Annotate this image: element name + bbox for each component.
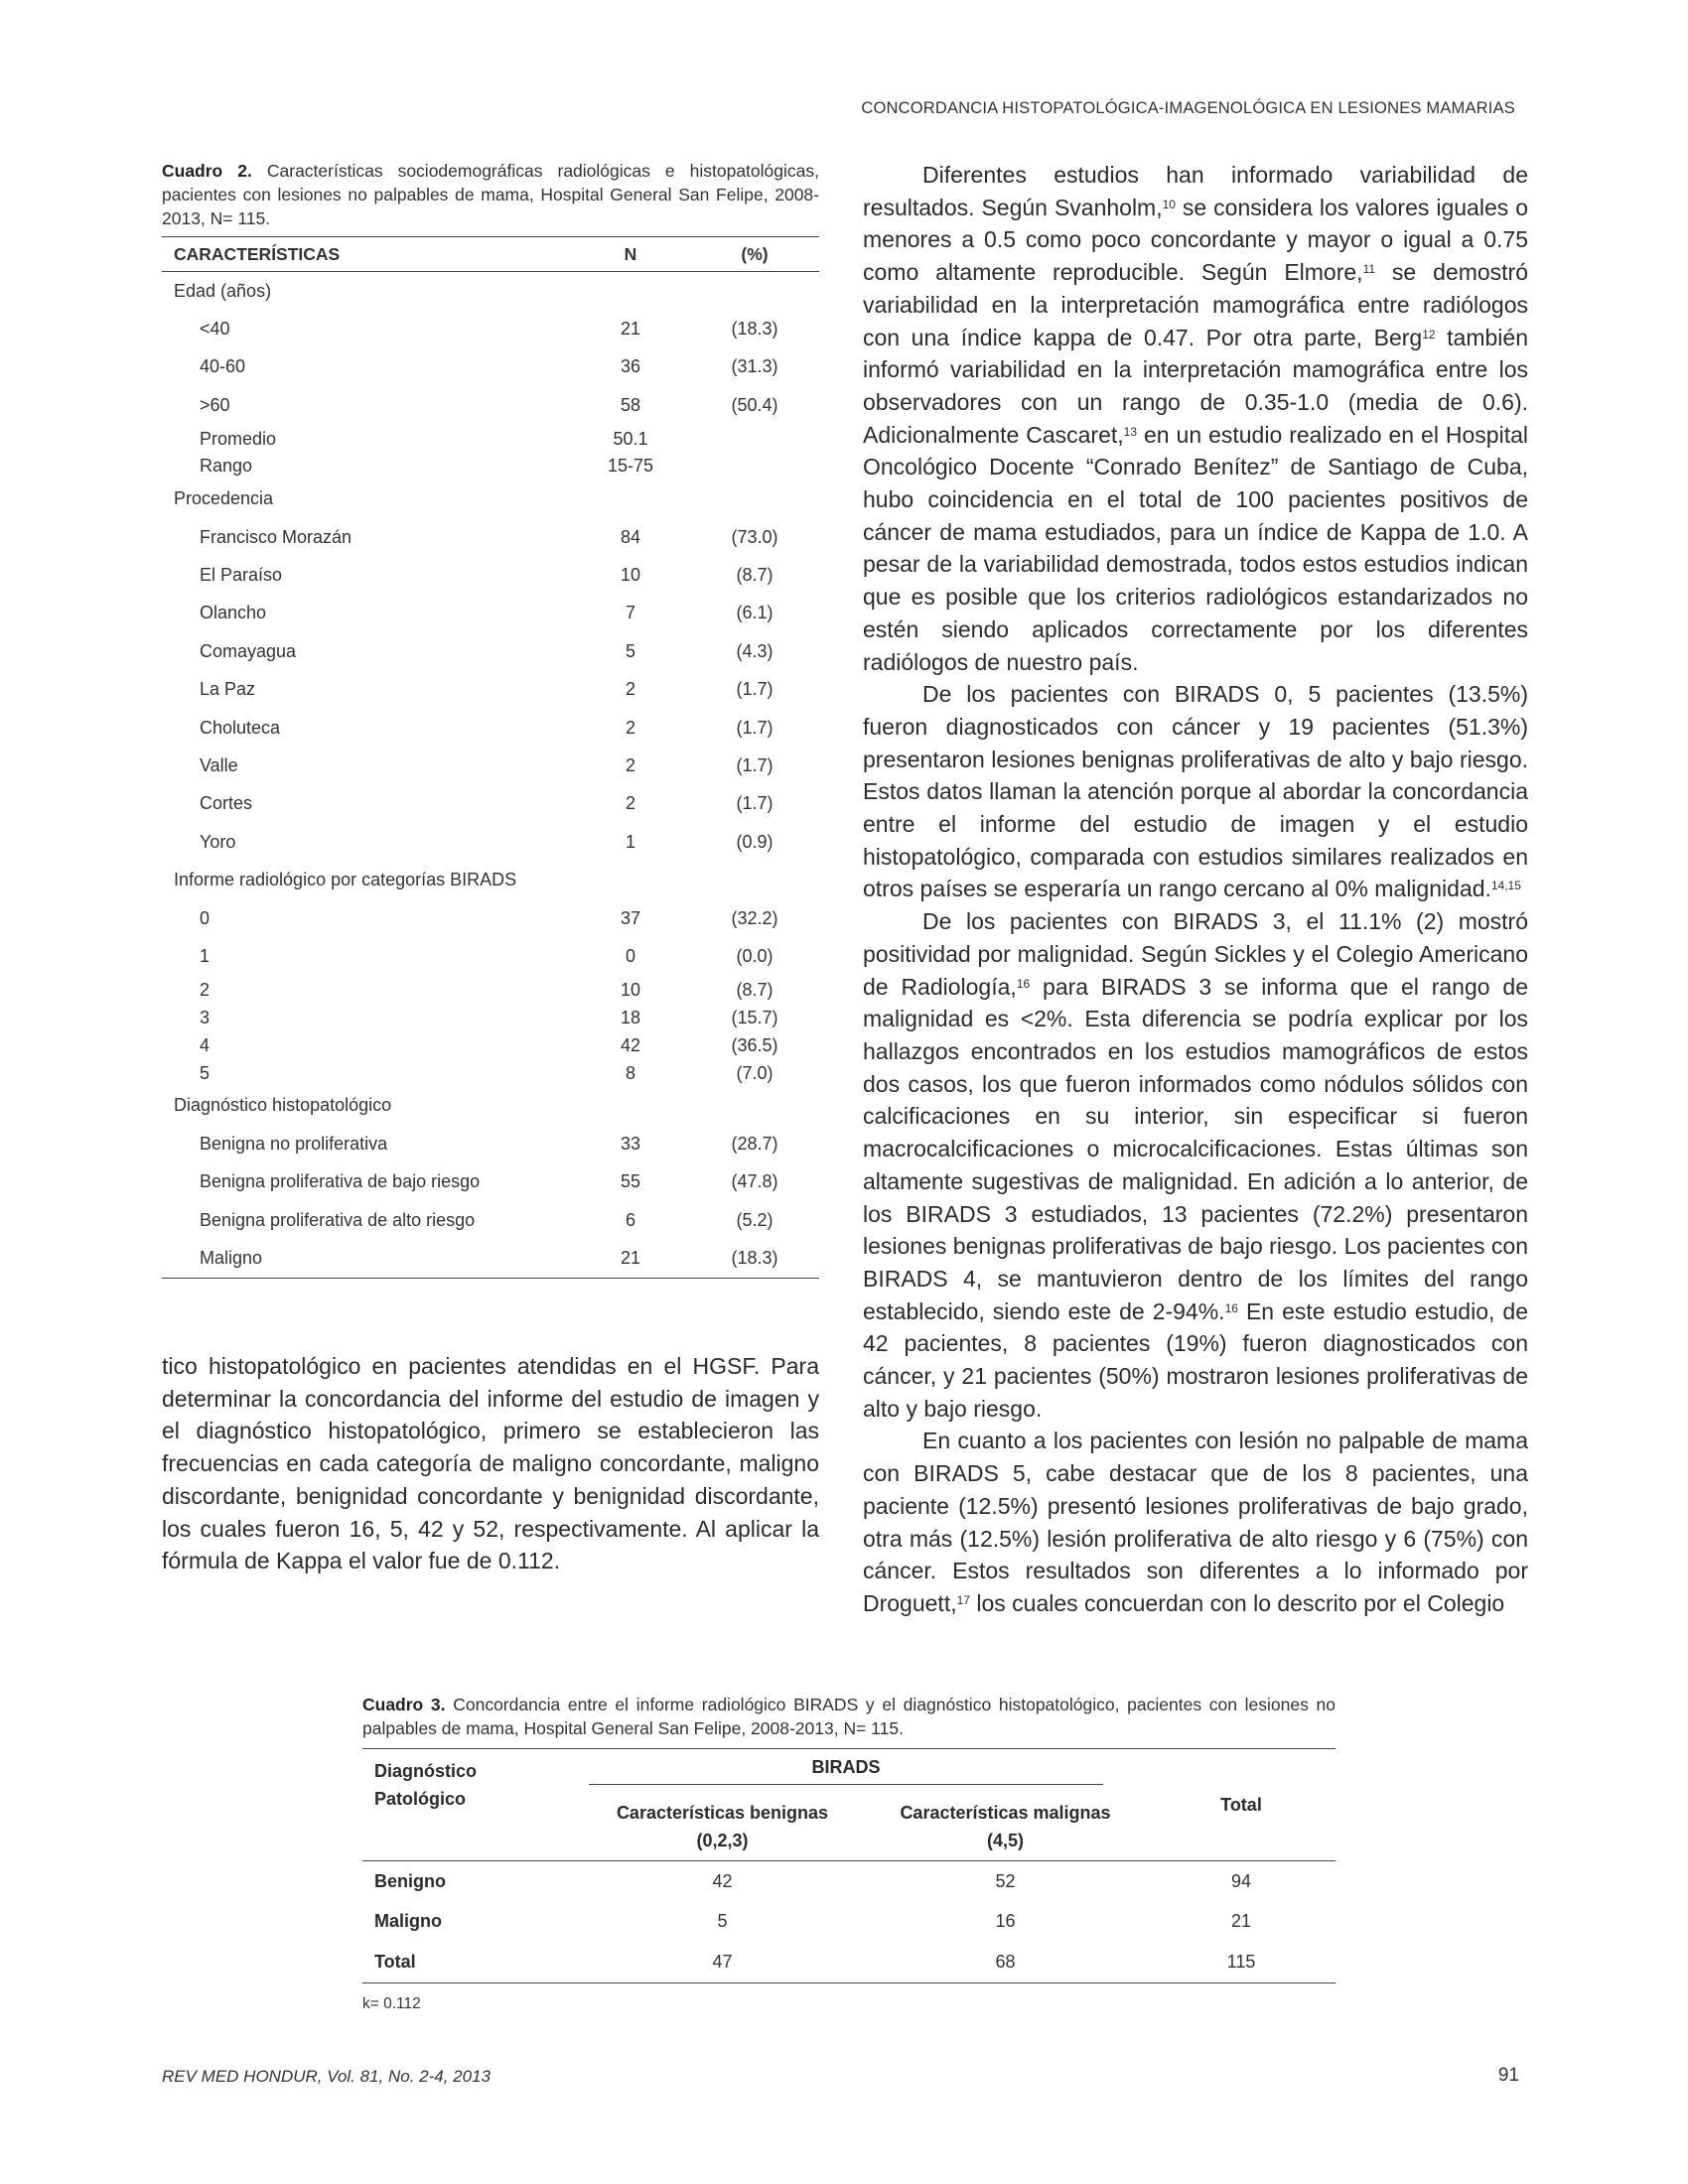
row-pct: (73.0) [731, 526, 778, 547]
table3-header-total: Total [1220, 1794, 1262, 1815]
row-label: 40-60 [200, 356, 246, 377]
row-label: El Paraíso [200, 565, 283, 586]
row-pct: (1.7) [736, 679, 774, 700]
body-paragraph-3 [863, 905, 1528, 1425]
range-value: 15-75 [607, 455, 654, 476]
row-n: 37 [620, 907, 641, 928]
row-label: Valle [200, 754, 238, 775]
row-label: Benigna no proliferativa [200, 1133, 388, 1154]
row-pct: (6.1) [736, 603, 774, 623]
row-label: Comayagua [200, 640, 297, 661]
row-n: 2 [625, 793, 635, 814]
table2-header-n: N [571, 237, 690, 272]
row-n: 21 [620, 319, 641, 340]
table2-row [162, 1239, 819, 1278]
birads-pct: (15.7) [731, 1007, 778, 1027]
table3-header-diagnosis [362, 1749, 581, 1861]
citation: 10 [1162, 197, 1176, 211]
table2-row [162, 785, 819, 823]
header-birads-label: BIRADS [589, 1757, 1103, 1785]
section-title-origin: Procedencia [174, 488, 274, 509]
row-label: Maligno [162, 1239, 571, 1278]
row-n: 36 [620, 356, 641, 377]
row-pct: (18.3) [731, 319, 778, 340]
row-pct: (47.8) [731, 1171, 778, 1192]
table3 [362, 1748, 1336, 1983]
birads-n: 18 [620, 1007, 641, 1027]
table3-row [362, 1861, 1336, 1902]
table2-row-birads-group [162, 976, 819, 1087]
table2-row [162, 671, 819, 709]
table2-header-pct: (%) [690, 237, 819, 272]
cell: 115 [1147, 1942, 1336, 1982]
row-label: 0 [200, 907, 211, 928]
text-run: En este estudio estudio, de 42 pacientes, 8 pacientes (19%) fueron diagnosticados con cáncer, y 21 pacientes (50%) mostraron lesiones proliferativas de alto y bajo riesgo. [863, 1297, 1528, 1422]
table3-row [362, 1902, 1336, 1943]
row-label: Benigna proliferativa de bajo riesgo [200, 1171, 481, 1192]
text-run: De los pacientes con BIRADS 3, el 11.1% (2) mostró positividad por malignidad. Según Sickles y el Colegio Americano de Radiología, [863, 908, 1528, 1000]
table2-caption [162, 159, 819, 230]
row-pct: (31.3) [731, 356, 778, 377]
row-label: Choluteca [200, 717, 281, 738]
cell: 68 [864, 1942, 1147, 1982]
page-number: 91 [1497, 2065, 1519, 2086]
table3-label: Cuadro 3. [362, 1695, 446, 1714]
text-run: Diferentes estudios han informado variabilidad de resultados. Según Svanholm, [863, 162, 1528, 220]
mean-label: Promedio [200, 428, 277, 449]
row-label: Olancho [200, 603, 267, 623]
table2-row [162, 386, 819, 424]
row-n: 33 [620, 1133, 641, 1154]
footer-journal: REV MED HONDUR, Vol. 81, No. 2-4, 2013 [162, 2067, 491, 2086]
row-label: La Paz [200, 679, 256, 700]
left-paragraph: tico histopatológico en pacientes atendidas en el HGSF. Para determinar la concordancia del informe del estudio de imagen y el diagnóstico histopatológico, primero se establecieron las frecuencias en cada categoría de maligno concordante, maligno discordante, benignidad concordante y benignidad discordante, los cuales fueron 16, 5, 42 y 52, respectivamente. Al aplicar la fórmula de Kappa el valor fue de 0.112. [162, 1353, 819, 1574]
table3-block [362, 1693, 1336, 2013]
row-n: 2 [625, 717, 635, 738]
section-title-age: Edad (años) [174, 280, 272, 301]
row-label: Cortes [200, 793, 253, 814]
row-pct: (8.7) [736, 565, 774, 586]
birads-cat: 2 [200, 979, 211, 1000]
row-n: 58 [620, 394, 641, 415]
text-run: En cuanto a los pacientes con lesión no palpable de mama con BIRADS 5, cabe destacar que de los 8 pacientes, una paciente (12.5%) presentó lesiones proliferativas de bajo grado, otra más (12.5%) lesión proliferativa de alto riesgo y 6 (75%) con cáncer. Estos resultados son diferentes a lo informado por Droguett, [863, 1428, 1528, 1616]
citation: 13 [1123, 424, 1138, 439]
row-label [162, 976, 571, 1087]
table3-header-birads [581, 1749, 1147, 1792]
birads-cat: 4 [200, 1034, 211, 1055]
body-paragraph-2 [863, 678, 1528, 905]
citation: 16 [1224, 1300, 1238, 1315]
row-n: 0 [625, 945, 635, 966]
row-pct: (1.7) [736, 793, 774, 814]
row-pct: (28.7) [731, 1133, 778, 1154]
text-run: los cuales concuerdan con lo descrito por el Colegio [969, 1589, 1505, 1616]
birads-pct: (7.0) [736, 1062, 774, 1083]
table3-row [362, 1942, 1336, 1982]
table3-caption [362, 1693, 1336, 1740]
right-column [863, 159, 1528, 1620]
table2-block [162, 159, 819, 1279]
table2-caption-text: Características sociodemográficas radiológicas e histopatológicas, pacientes con lesiones no palpables de mama, Hospital General San Felipe, 2008-2013, N= 115. [162, 161, 819, 228]
header-line: Diagnóstico [374, 1761, 478, 1781]
header-line: (4,5) [986, 1831, 1024, 1850]
row-pct: (5.2) [736, 1209, 774, 1230]
row-n [571, 425, 690, 480]
row-n: 84 [620, 526, 641, 547]
table2-section-row [162, 861, 819, 898]
birads-cat: 5 [200, 1062, 211, 1083]
table2-label: Cuadro 2. [162, 161, 252, 181]
row-label [162, 425, 571, 480]
citation: 17 [956, 1592, 970, 1607]
table2-section-row [162, 272, 819, 311]
row-pct: (0.0) [736, 945, 774, 966]
table2-row [162, 556, 819, 594]
table2-section-row [162, 1087, 819, 1125]
section-title-birads: Informe radiológico por categorías BIRADS [174, 870, 517, 890]
table2-row [162, 709, 819, 747]
table3-header-row [362, 1749, 1336, 1792]
birads-n: 8 [625, 1062, 635, 1083]
table2-row [162, 1162, 819, 1200]
row-label: <40 [200, 319, 230, 340]
header-line: Patológico [374, 1789, 467, 1809]
table2-header-row [162, 237, 819, 272]
row-n [571, 976, 690, 1087]
cell: 52 [864, 1861, 1147, 1902]
table2-row-mean-range [162, 425, 819, 480]
row-label: Benigno [362, 1861, 581, 1902]
cell: 42 [581, 1861, 864, 1902]
table2-row [162, 348, 819, 386]
citation: 12 [1422, 327, 1436, 341]
row-pct: (0.9) [736, 831, 774, 852]
table2-row [162, 310, 819, 347]
row-pct: (50.4) [731, 394, 778, 415]
text-run: para BIRADS 3 se informa que el rango de malignidad es <2%. Esta diferencia se podría explicar por los hallazgos encontrados en los estudios mamográficos de estos dos casos, los que fueron informados como nódulos sólidos con calcificaciones en su interior, sin especificar si fueron macrocalcificaciones o microcalcificaciones. Estas últimas son altamente sugestivas de malignidad. En adición a lo anterior, de los BIRADS 3 estudiados, 13 pacientes (72.2%) presentaron lesiones benignas proliferativas de bajo riesgo. Los pacientes con BIRADS 4, se mantuvieron dentro de los límites del rango establecido, siendo este de 2-94%. [863, 973, 1528, 1324]
birads-pct: (8.7) [736, 979, 774, 1000]
row-n: 5 [625, 640, 635, 661]
row-pct: (32.2) [731, 907, 778, 928]
birads-n: 42 [620, 1034, 641, 1055]
text-run: en un estudio realizado en el Hospital Oncológico Docente “Conrado Benítez” de Santiago de Cuba, hubo coincidencia en el total de 100 pacientes positivos de cáncer de mama estudiados, para un índice de Kappa de 1.0. A pesar de la variabilidad demostrada, todos estos estudios indican que es posible que los criterios radiológicos estandarizados no estén siendo aplicados correctamente por los diferentes radiólogos de nuestro país. [863, 421, 1528, 675]
section-title-histo: Diagnóstico histopatológico [174, 1095, 392, 1116]
row-label: Benigna proliferativa de alto riesgo [200, 1209, 476, 1230]
table2-section-row [162, 480, 819, 518]
running-head: CONCORDANCIA HISTOPATOLÓGICA-IMAGENOLÓGICA EN LESIONES MAMARIAS [861, 99, 1515, 117]
row-pct: (1.7) [736, 717, 774, 738]
text-run: se demostró variabilidad en la interpretación mamográfica entre radiólogos con una índice kappa de 0.47. Por otra parte, Berg [863, 259, 1528, 350]
table2-row [162, 1201, 819, 1239]
citation: 14,15 [1490, 879, 1521, 893]
body-paragraph-1 [863, 159, 1528, 678]
row-pct [690, 976, 819, 1087]
table3-header-malignant [864, 1791, 1147, 1861]
birads-cat: 3 [200, 1007, 211, 1027]
table2-row [162, 632, 819, 670]
cell: 47 [581, 1942, 864, 1982]
row-label: >60 [200, 394, 230, 415]
range-label: Rango [200, 455, 253, 476]
cell: 21 [1230, 1911, 1252, 1932]
row-pct: (1.7) [736, 754, 774, 775]
row-label: Maligno [374, 1911, 442, 1932]
table2-row [162, 518, 819, 556]
header-line: (0,2,3) [696, 1831, 749, 1850]
row-label: 1 [200, 945, 211, 966]
row-pct: (4.3) [736, 640, 774, 661]
header-line: Características benignas [616, 1803, 829, 1823]
row-label: Total [362, 1942, 581, 1982]
text-run: De los pacientes con BIRADS 0, 5 pacientes (13.5%) fueron diagnosticados con cáncer y 19 pacientes (51.3%) presentaron lesiones benignas proliferativas de alto y bajo riesgo. Estos datos llaman la atención porque al abordar la concordancia entre el informe del estudio de imagen y el estudio histopatológico, comparada con estudios similares realizados en otros países se esperaría un rango cercano al 0% malignidad. [863, 681, 1528, 902]
row-n: 2 [625, 679, 635, 700]
row-n: 1 [625, 831, 635, 852]
cell: 5 [717, 1911, 728, 1932]
table2 [162, 236, 819, 1279]
text-run: se considera los valores iguales o menores a 0.5 como poco concordante y mayor o igual a 0.75 como altamente reproducible. Según Elmore, [863, 194, 1528, 286]
cell: 16 [995, 1911, 1016, 1932]
table2-row [162, 747, 819, 784]
table2-header-characteristics: CARACTERÍSTICAS [162, 237, 571, 272]
row-n: 6 [625, 1209, 635, 1230]
table3-note: k= 0.112 [362, 1994, 421, 2012]
table3-header-benign [581, 1791, 864, 1861]
birads-pct: (36.5) [731, 1034, 778, 1055]
table2-row [162, 899, 819, 937]
citation: 11 [1362, 262, 1376, 277]
table2-row [162, 1125, 819, 1162]
header-line: Características malignas [900, 1803, 1111, 1823]
table2-row [162, 823, 819, 861]
row-n: 7 [625, 603, 635, 623]
table2-row [162, 937, 819, 975]
table3-caption-text: Concordancia entre el informe radiológico BIRADS y el diagnóstico histopatológico, pacientes con lesiones no palpables de mama, Hospital General San Felipe, 2008-2013, N= 115. [362, 1695, 1336, 1738]
row-n: 55 [620, 1171, 641, 1192]
birads-n: 10 [620, 979, 641, 1000]
cell: 94 [1147, 1861, 1336, 1902]
row-label: Yoro [200, 831, 236, 852]
row-n: 10 [620, 565, 641, 586]
citation: 16 [1016, 976, 1031, 991]
row-label: Francisco Morazán [200, 526, 352, 547]
mean-value: 50.1 [613, 428, 648, 449]
row-n: 2 [625, 754, 635, 775]
row-pct: (18.3) [690, 1239, 819, 1278]
text-run: también informó variabilidad en la interpretación mamográfica entre los observadores con un rango de 0.35-1.0 (media de 0.6). Adicionalmente Cascaret, [863, 324, 1528, 448]
row-n: 21 [571, 1239, 690, 1278]
table2-row [162, 595, 819, 632]
body-paragraph-4 [863, 1425, 1528, 1619]
